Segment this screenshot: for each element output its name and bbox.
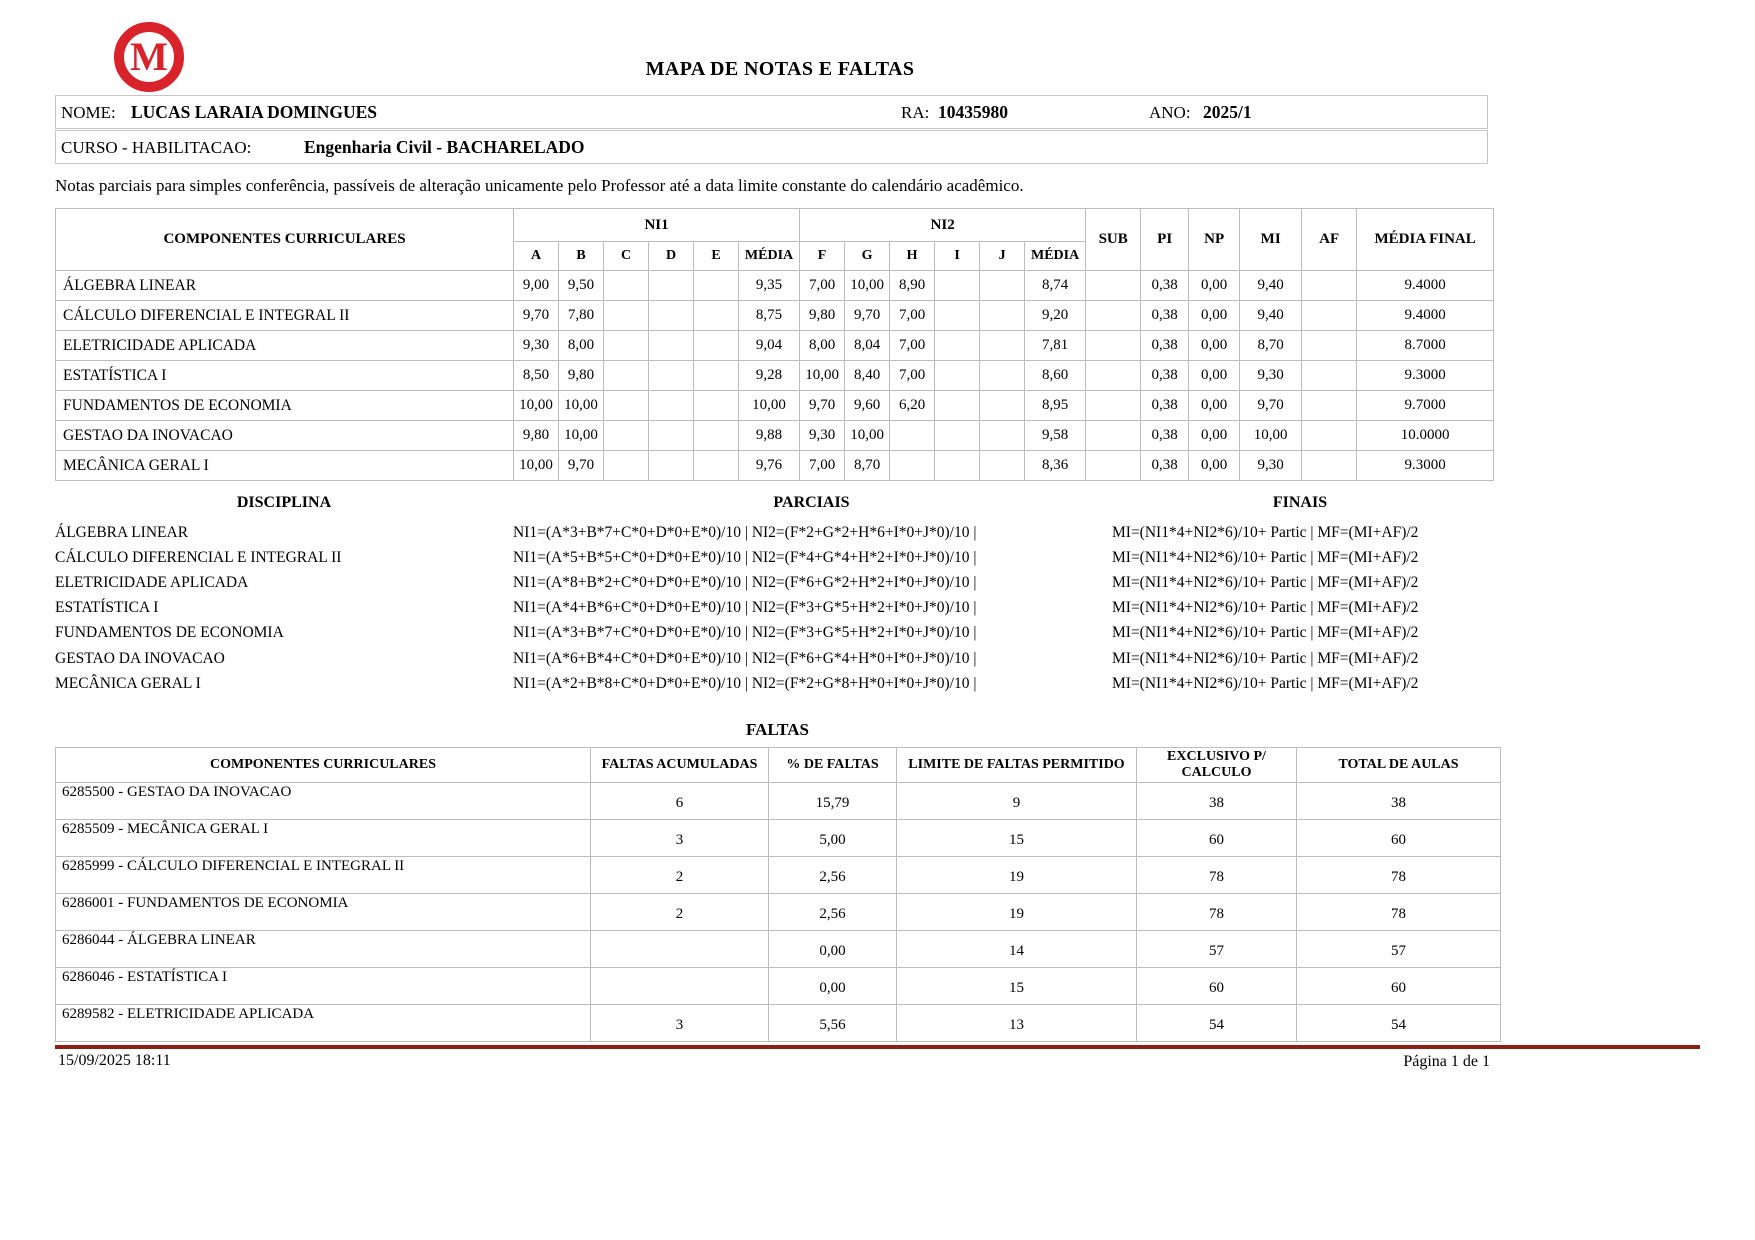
grade-cell-final: 0,00 — [1189, 451, 1240, 481]
grade-cell-ni2: 10,00 — [845, 421, 890, 451]
grade-cell-final: 0,38 — [1141, 331, 1189, 361]
ra-label: RA: — [901, 103, 930, 122]
course-value: Engenharia Civil - BACHARELADO — [304, 137, 585, 157]
grade-cell-ni1 — [604, 301, 649, 331]
grade-cell-final: 0,00 — [1189, 331, 1240, 361]
formula-disciplina: MECÂNICA GERAL I — [55, 674, 201, 692]
faltas-value: 78 — [1137, 894, 1297, 931]
formula-row — [55, 545, 1490, 570]
grade-cell-ni2: 9,80 — [800, 301, 845, 331]
grade-cell-final: 9.7000 — [1357, 391, 1494, 421]
grade-cell-ni2: 8,36 — [1025, 451, 1086, 481]
faltas-row — [56, 968, 1501, 1005]
grade-cell-ni2 — [890, 451, 935, 481]
grade-component: FUNDAMENTOS DE ECONOMIA — [56, 391, 514, 421]
faltas-component: 6286046 - ESTATÍSTICA I — [56, 968, 591, 1005]
faltas-value: 0,00 — [769, 931, 897, 968]
col-header-media-final: MÉDIA FINAL — [1357, 209, 1494, 271]
grade-cell-final — [1302, 421, 1357, 451]
faltas-row — [56, 857, 1501, 894]
faltas-component: 6286044 - ÁLGEBRA LINEAR — [56, 931, 591, 968]
grade-cell-ni2: 7,00 — [800, 271, 845, 301]
formula-row — [55, 671, 1490, 696]
faltas-col-total: TOTAL DE AULAS — [1297, 748, 1501, 783]
faltas-value: 60 — [1297, 820, 1501, 857]
col-header-i: I — [935, 242, 980, 271]
col-header-d: D — [649, 242, 694, 271]
university-logo-icon — [114, 22, 184, 92]
grade-row — [56, 451, 1494, 481]
grade-cell-final — [1086, 361, 1141, 391]
grade-cell-ni1: 9,80 — [559, 361, 604, 391]
grade-cell-ni1: 9,50 — [559, 271, 604, 301]
grade-cell-ni2 — [980, 301, 1025, 331]
faltas-value: 3 — [591, 1005, 769, 1042]
formula-parciais: NI1=(A*6+B*4+C*0+D*0+E*0)/10 | NI2=(F*6+G*4+H*0+I*0+J*0)/10 | — [513, 649, 977, 667]
grade-cell-ni2 — [935, 421, 980, 451]
grade-cell-ni1: 10,00 — [739, 391, 800, 421]
grade-cell-ni2: 8,70 — [845, 451, 890, 481]
grade-cell-final: 8,70 — [1240, 331, 1302, 361]
faltas-col-limite: LIMITE DE FALTAS PERMITIDO — [897, 748, 1137, 783]
faltas-value: 0,00 — [769, 968, 897, 1005]
grade-cell-ni2 — [935, 361, 980, 391]
faltas-table-body — [56, 783, 1501, 1042]
partial-grades-notice: Notas parciais para simples conferência, passíveis de alteração unicamente pelo Professor até a data limite constante do calendário acadêmico. — [55, 176, 1024, 195]
col-header-np: NP — [1189, 209, 1240, 271]
grade-cell-final: 9,40 — [1240, 301, 1302, 331]
grade-cell-ni1 — [694, 421, 739, 451]
formula-finais: MI=(NI1*4+NI2*6)/10+ Partic | MF=(MI+AF)/2 — [1112, 548, 1419, 566]
formula-disciplina: ELETRICIDADE APLICADA — [55, 573, 249, 591]
grade-row — [56, 271, 1494, 301]
grade-cell-ni2 — [980, 451, 1025, 481]
grade-cell-ni1 — [604, 421, 649, 451]
grade-component: CÁLCULO DIFERENCIAL E INTEGRAL II — [56, 301, 514, 331]
formula-rows — [55, 520, 1490, 696]
logo-letter: M — [130, 34, 168, 79]
grade-cell-ni2: 10,00 — [845, 271, 890, 301]
col-header-mi: MI — [1240, 209, 1302, 271]
grade-cell-final — [1086, 421, 1141, 451]
grade-cell-ni1: 9,70 — [514, 301, 559, 331]
grade-cell-ni1 — [694, 451, 739, 481]
col-header-c: C — [604, 242, 649, 271]
col-group-ni1: NI1 — [514, 209, 800, 242]
col-header-sub: SUB — [1086, 209, 1141, 271]
grade-cell-ni1 — [604, 361, 649, 391]
grade-cell-ni2: 9,70 — [800, 391, 845, 421]
grade-cell-ni2: 7,00 — [800, 451, 845, 481]
faltas-value: 38 — [1297, 783, 1501, 820]
footer-timestamp: 15/09/2025 18:11 — [58, 1052, 171, 1069]
grade-cell-ni2 — [980, 391, 1025, 421]
footer-page-number: Página 1 de 1 — [1403, 1053, 1490, 1070]
grade-cell-ni1: 8,50 — [514, 361, 559, 391]
grade-cell-ni1 — [694, 301, 739, 331]
grade-cell-ni2: 7,00 — [890, 301, 935, 331]
faltas-value: 60 — [1137, 968, 1297, 1005]
col-header-media-ni2: MÉDIA — [1025, 242, 1086, 271]
grade-cell-ni1 — [649, 391, 694, 421]
col-header-a: A — [514, 242, 559, 271]
grade-cell-ni1: 10,00 — [559, 421, 604, 451]
formula-disciplina: ESTATÍSTICA I — [55, 599, 159, 617]
formula-parciais: NI1=(A*3+B*7+C*0+D*0+E*0)/10 | NI2=(F*3+G*5+H*2+I*0+J*0)/10 | — [513, 624, 977, 642]
formula-finais: MI=(NI1*4+NI2*6)/10+ Partic | MF=(MI+AF)/2 — [1112, 624, 1419, 642]
grade-cell-final: 0,38 — [1141, 361, 1189, 391]
faltas-value: 13 — [897, 1005, 1137, 1042]
faltas-table-header — [56, 748, 1501, 783]
formula-finais: MI=(NI1*4+NI2*6)/10+ Partic | MF=(MI+AF)/2 — [1112, 573, 1419, 591]
grade-cell-final — [1086, 301, 1141, 331]
faltas-value: 54 — [1297, 1005, 1501, 1042]
formula-row — [55, 646, 1490, 671]
faltas-value: 38 — [1137, 783, 1297, 820]
grade-cell-final — [1086, 391, 1141, 421]
grade-component: ESTATÍSTICA I — [56, 361, 514, 391]
faltas-component: 6285509 - MECÂNICA GERAL I — [56, 820, 591, 857]
grade-cell-ni2: 9,60 — [845, 391, 890, 421]
grade-cell-ni1: 8,75 — [739, 301, 800, 331]
col-header-af: AF — [1302, 209, 1357, 271]
faltas-value: 60 — [1297, 968, 1501, 1005]
grade-cell-ni1 — [694, 391, 739, 421]
grade-cell-ni1: 10,00 — [559, 391, 604, 421]
grade-cell-final — [1302, 301, 1357, 331]
grade-cell-ni2 — [980, 331, 1025, 361]
grade-cell-ni2: 7,00 — [890, 331, 935, 361]
formula-finais: MI=(NI1*4+NI2*6)/10+ Partic | MF=(MI+AF)/2 — [1112, 674, 1419, 692]
grade-cell-ni2 — [980, 271, 1025, 301]
formula-disciplina: CÁLCULO DIFERENCIAL E INTEGRAL II — [55, 548, 342, 566]
grade-cell-ni1 — [694, 331, 739, 361]
faltas-row — [56, 931, 1501, 968]
grade-cell-final — [1302, 271, 1357, 301]
faltas-value: 6 — [591, 783, 769, 820]
grade-cell-final — [1302, 391, 1357, 421]
formula-row — [55, 621, 1490, 646]
grade-cell-ni1: 9,80 — [514, 421, 559, 451]
grade-cell-ni2: 9,20 — [1025, 301, 1086, 331]
faltas-value — [591, 968, 769, 1005]
col-header-e: E — [694, 242, 739, 271]
formula-row — [55, 570, 1490, 595]
grade-cell-final: 0,00 — [1189, 301, 1240, 331]
grade-cell-final: 8.7000 — [1357, 331, 1494, 361]
faltas-component: 6285500 - GESTAO DA INOVACAO — [56, 783, 591, 820]
grade-cell-final: 0,38 — [1141, 301, 1189, 331]
faltas-col-percent: % DE FALTAS — [769, 748, 897, 783]
formula-row — [55, 520, 1490, 545]
grade-cell-ni1: 9,88 — [739, 421, 800, 451]
faltas-title: FALTAS — [746, 720, 809, 739]
grade-cell-ni1 — [649, 451, 694, 481]
faltas-component: 6286001 - FUNDAMENTOS DE ECONOMIA — [56, 894, 591, 931]
faltas-value: 5,56 — [769, 1005, 897, 1042]
faltas-value: 19 — [897, 894, 1137, 931]
formula-finais: MI=(NI1*4+NI2*6)/10+ Partic | MF=(MI+AF)/2 — [1112, 523, 1419, 541]
grade-cell-final: 9.3000 — [1357, 451, 1494, 481]
grade-cell-final — [1302, 361, 1357, 391]
grade-cell-final: 9,40 — [1240, 271, 1302, 301]
grade-cell-final — [1086, 271, 1141, 301]
grade-cell-ni1: 9,70 — [559, 451, 604, 481]
grades-table-body — [56, 271, 1494, 481]
grade-cell-final: 0,38 — [1141, 421, 1189, 451]
faltas-row — [56, 1005, 1501, 1042]
formula-disciplina: FUNDAMENTOS DE ECONOMIA — [55, 624, 284, 642]
col-header-g: G — [845, 242, 890, 271]
grade-cell-ni1 — [604, 331, 649, 361]
col-header-pi: PI — [1141, 209, 1189, 271]
grade-cell-ni1 — [694, 361, 739, 391]
col-header-components: COMPONENTES CURRICULARES — [56, 209, 514, 271]
grade-cell-ni1 — [694, 271, 739, 301]
grade-cell-ni2: 8,74 — [1025, 271, 1086, 301]
grade-cell-ni2 — [890, 421, 935, 451]
grade-cell-ni1 — [649, 331, 694, 361]
grade-cell-ni2: 9,58 — [1025, 421, 1086, 451]
faltas-value: 60 — [1137, 820, 1297, 857]
grade-row — [56, 331, 1494, 361]
grade-cell-final: 0,00 — [1189, 421, 1240, 451]
col-header-j: J — [980, 242, 1025, 271]
grade-component: ELETRICIDADE APLICADA — [56, 331, 514, 361]
name-value: LUCAS LARAIA DOMINGUES — [131, 102, 378, 122]
grade-cell-final: 9.4000 — [1357, 301, 1494, 331]
faltas-value: 15,79 — [769, 783, 897, 820]
student-info-box — [55, 95, 1488, 129]
col-group-ni2: NI2 — [800, 209, 1086, 242]
formulas-section — [55, 494, 1490, 696]
faltas-value: 19 — [897, 857, 1137, 894]
grades-table-header — [56, 209, 1494, 271]
faltas-value: 15 — [897, 820, 1137, 857]
formulas-col-parciais: PARCIAIS — [773, 494, 850, 511]
faltas-value: 2,56 — [769, 894, 897, 931]
grade-cell-ni1: 7,80 — [559, 301, 604, 331]
grade-cell-ni1 — [649, 361, 694, 391]
grade-cell-final: 9,30 — [1240, 361, 1302, 391]
grade-component: ÁLGEBRA LINEAR — [56, 271, 514, 301]
grade-row — [56, 391, 1494, 421]
grade-cell-ni1 — [649, 421, 694, 451]
grade-cell-ni1: 9,00 — [514, 271, 559, 301]
grade-cell-final: 0,38 — [1141, 451, 1189, 481]
grade-cell-ni2: 8,95 — [1025, 391, 1086, 421]
formulas-header — [55, 494, 1490, 512]
grade-cell-final: 0,00 — [1189, 391, 1240, 421]
faltas-value: 2,56 — [769, 857, 897, 894]
grade-cell-ni2 — [980, 361, 1025, 391]
formula-disciplina: ÁLGEBRA LINEAR — [55, 523, 189, 541]
grade-cell-ni1: 9,30 — [514, 331, 559, 361]
faltas-value: 14 — [897, 931, 1137, 968]
formula-parciais: NI1=(A*2+B*8+C*0+D*0+E*0)/10 | NI2=(F*2+G*8+H*0+I*0+J*0)/10 | — [513, 674, 977, 692]
faltas-value: 78 — [1297, 894, 1501, 931]
formulas-col-finais: FINAIS — [1272, 494, 1328, 511]
grade-cell-ni1: 9,35 — [739, 271, 800, 301]
grade-cell-ni2 — [935, 301, 980, 331]
formula-finais: MI=(NI1*4+NI2*6)/10+ Partic | MF=(MI+AF)/2 — [1112, 599, 1419, 617]
grade-cell-ni2 — [935, 271, 980, 301]
faltas-value: 9 — [897, 783, 1137, 820]
col-header-f: F — [800, 242, 845, 271]
year-label: ANO: — [1149, 103, 1191, 122]
grade-cell-ni1: 8,00 — [559, 331, 604, 361]
grade-cell-ni2: 8,90 — [890, 271, 935, 301]
grade-cell-final: 10.0000 — [1357, 421, 1494, 451]
grade-component: MECÂNICA GERAL I — [56, 451, 514, 481]
grade-cell-ni2: 8,60 — [1025, 361, 1086, 391]
grade-cell-final: 0,38 — [1141, 391, 1189, 421]
faltas-component: 6285999 - CÁLCULO DIFERENCIAL E INTEGRAL II — [56, 857, 591, 894]
faltas-value: 78 — [1137, 857, 1297, 894]
faltas-row — [56, 820, 1501, 857]
grade-cell-ni1: 10,00 — [514, 391, 559, 421]
faltas-table — [55, 747, 1501, 1042]
name-label: NOME: — [61, 103, 116, 122]
ra-value: 10435980 — [938, 102, 1008, 122]
grade-cell-final — [1302, 451, 1357, 481]
col-header-media-ni1: MÉDIA — [739, 242, 800, 271]
grade-cell-ni1 — [649, 271, 694, 301]
course-info-box — [55, 130, 1488, 164]
grade-cell-ni2: 7,81 — [1025, 331, 1086, 361]
footer-divider — [55, 1045, 1700, 1049]
grade-cell-final: 0,38 — [1141, 271, 1189, 301]
faltas-value: 5,00 — [769, 820, 897, 857]
formula-parciais: NI1=(A*3+B*7+C*0+D*0+E*0)/10 | NI2=(F*2+G*2+H*6+I*0+J*0)/10 | — [513, 523, 977, 541]
faltas-value: 2 — [591, 857, 769, 894]
formula-parciais: NI1=(A*5+B*5+C*0+D*0+E*0)/10 | NI2=(F*4+G*4+H*2+I*0+J*0)/10 | — [513, 548, 977, 566]
grade-cell-ni1: 9,76 — [739, 451, 800, 481]
faltas-col-components: COMPONENTES CURRICULARES — [56, 748, 591, 783]
col-header-b: B — [559, 242, 604, 271]
grade-cell-ni2: 6,20 — [890, 391, 935, 421]
formula-row — [55, 596, 1490, 621]
faltas-value: 78 — [1297, 857, 1501, 894]
grade-cell-ni1 — [604, 271, 649, 301]
grade-cell-ni2: 8,04 — [845, 331, 890, 361]
formula-disciplina: GESTAO DA INOVACAO — [55, 649, 225, 667]
grade-row — [56, 361, 1494, 391]
grade-cell-ni2 — [980, 421, 1025, 451]
faltas-value: 2 — [591, 894, 769, 931]
grade-cell-final: 9,30 — [1240, 451, 1302, 481]
formula-parciais: NI1=(A*8+B*2+C*0+D*0+E*0)/10 | NI2=(F*6+G*2+H*2+I*0+J*0)/10 | — [513, 573, 977, 591]
grade-component: GESTAO DA INOVACAO — [56, 421, 514, 451]
grade-cell-final: 9.3000 — [1357, 361, 1494, 391]
grade-cell-ni2: 10,00 — [800, 361, 845, 391]
grade-cell-final: 9,70 — [1240, 391, 1302, 421]
faltas-value: 57 — [1137, 931, 1297, 968]
grade-cell-ni2: 9,30 — [800, 421, 845, 451]
grade-cell-final: 0,00 — [1189, 361, 1240, 391]
grade-cell-ni1: 10,00 — [514, 451, 559, 481]
year-value: 2025/1 — [1203, 102, 1252, 122]
faltas-value: 3 — [591, 820, 769, 857]
grade-cell-final: 9.4000 — [1357, 271, 1494, 301]
grade-cell-ni2 — [935, 451, 980, 481]
faltas-row — [56, 894, 1501, 931]
grade-cell-ni2 — [935, 391, 980, 421]
grade-cell-ni1 — [604, 451, 649, 481]
grades-table — [55, 208, 1494, 481]
faltas-row — [56, 783, 1501, 820]
page-title: MAPA DE NOTAS E FALTAS — [645, 58, 915, 80]
faltas-component: 6289582 - ELETRICIDADE APLICADA — [56, 1005, 591, 1042]
faltas-value: 15 — [897, 968, 1137, 1005]
grade-row — [56, 301, 1494, 331]
grade-cell-ni2: 9,70 — [845, 301, 890, 331]
grade-cell-final: 0,00 — [1189, 271, 1240, 301]
col-header-h: H — [890, 242, 935, 271]
grade-cell-final — [1302, 331, 1357, 361]
grade-row — [56, 421, 1494, 451]
grade-cell-ni2: 8,00 — [800, 331, 845, 361]
formula-parciais: NI1=(A*4+B*6+C*0+D*0+E*0)/10 | NI2=(F*3+G*5+H*2+I*0+J*0)/10 | — [513, 599, 977, 617]
grade-cell-final — [1086, 331, 1141, 361]
faltas-col-acumuladas: FALTAS ACUMULADAS — [591, 748, 769, 783]
grade-cell-ni2: 8,40 — [845, 361, 890, 391]
faltas-col-exclusivo: EXCLUSIVO P/ CALCULO — [1137, 748, 1297, 783]
faltas-value — [591, 931, 769, 968]
grade-cell-ni2 — [935, 331, 980, 361]
formula-finais: MI=(NI1*4+NI2*6)/10+ Partic | MF=(MI+AF)/2 — [1112, 649, 1419, 667]
faltas-value: 54 — [1137, 1005, 1297, 1042]
faltas-value: 57 — [1297, 931, 1501, 968]
grade-cell-ni1 — [649, 301, 694, 331]
grade-cell-ni1 — [604, 391, 649, 421]
course-label: CURSO - HABILITACAO: — [61, 138, 252, 157]
formulas-col-disciplina: DISCIPLINA — [236, 494, 332, 511]
grade-cell-final — [1086, 451, 1141, 481]
grade-cell-ni1: 9,28 — [739, 361, 800, 391]
grade-cell-ni2: 7,00 — [890, 361, 935, 391]
grade-cell-final: 10,00 — [1240, 421, 1302, 451]
grade-cell-ni1: 9,04 — [739, 331, 800, 361]
